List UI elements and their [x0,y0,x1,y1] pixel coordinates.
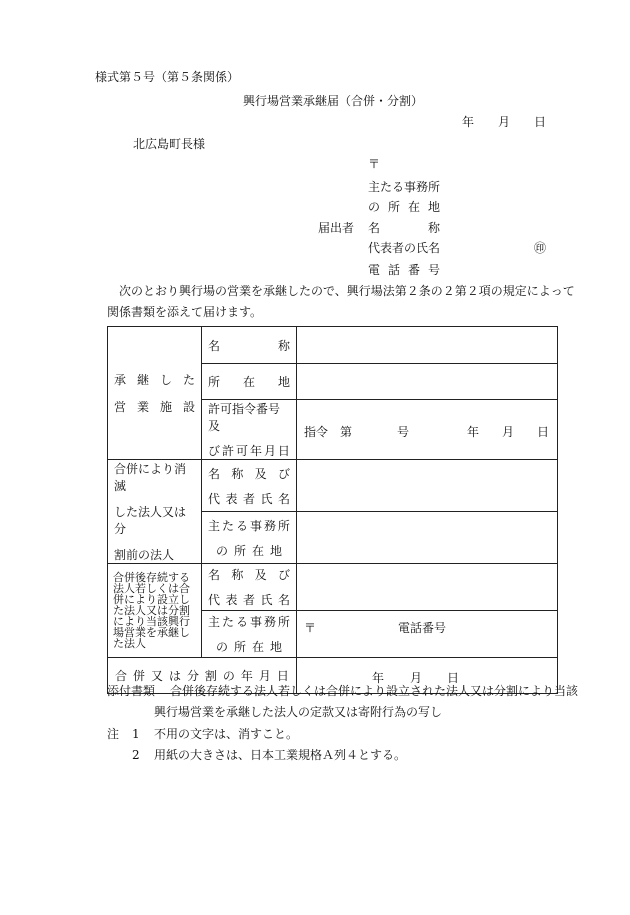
notes-label: 注 [107,727,120,741]
date-day: 日 [533,115,546,129]
applicant-postal-mark: 〒 [368,157,381,171]
merge-month: 月 [410,670,423,685]
date-line [462,115,546,129]
successor-office-field[interactable] [297,611,558,658]
merge-day: 日 [447,670,460,685]
form-title: 興行場営業承継届（合併・分割） [243,94,424,108]
successor-name-rep-label: 名 称 及 び 代 表 者 氏 名 [202,564,297,611]
extinct-corp-label: 合併により消滅 した法人又は分 割前の法人 [108,460,202,564]
body-text-line-2: 関係書類を添えて届けます。 [107,305,263,319]
attachments-label: 添付書類 [107,684,156,698]
extinct-office-field[interactable] [297,512,558,564]
applicant-office-label-2: の 所 在 地 [368,200,440,214]
row-facility-name [108,327,558,364]
date-year: 年 [462,115,475,129]
permit-month: 月 [502,424,515,439]
permit-value-field[interactable] [297,400,558,460]
form-number: 様式第５号（第５条関係） [95,70,240,84]
facility-name-field[interactable] [297,327,558,364]
permit-label-cell: 許可指令番号及 び 許 可 年 月 日 [202,400,297,460]
row-extinct-name [108,460,558,512]
successor-phone-label: 電話番号 [398,621,447,635]
successor-postal-mark: 〒 [304,621,317,635]
attachments-text-2: 興行場営業を承継した法人の定款又は寄附行為の写し [154,705,443,719]
applicant-role: 届出者 [318,221,355,235]
successor-corp-label: 合併後存続する 法人若しくは合 併により設立し た法人又は分割 により当該興行 場営業を承継し た法人 [108,564,202,658]
name-label-cell: 名 称 [202,327,297,364]
applicant-office-label-1: 主たる事務所 [368,180,441,194]
applicant-rep-label: 代表者の氏名 [368,241,441,255]
extinct-name-rep-field[interactable] [297,460,558,512]
facility-label: 承 継 し た 営 業 施 設 [108,327,202,460]
permit-dai: 第 [340,424,353,439]
merge-date-label: 合 併 又 は 分 割 の 年 月 日 [108,658,297,694]
seal-mark: ㊞ [534,241,547,255]
permit-go: 号 [397,424,410,439]
applicant-phone-label: 電 話 番 号 [368,263,440,277]
successor-name-rep-field[interactable] [297,564,558,611]
note-2-number: 2 [132,748,140,762]
facility-location-field[interactable] [297,364,558,400]
extinct-office-label: 主 た る 事 務 所 の 所 在 地 [202,512,297,564]
extinct-name-rep-label: 名 称 及 び 代 表 者 氏 名 [202,460,297,512]
applicant-name-label: 名 称 [368,221,440,235]
date-month: 月 [497,115,510,129]
permit-prefix: 指令 [304,424,329,439]
note-1-text: 不用の文字は、消すこと。 [154,727,299,741]
addressee: 北広島町長様 [133,137,206,151]
permit-year: 年 [467,424,480,439]
note-1-number: 1 [132,727,140,741]
note-2-text: 用紙の大きさは、日本工業規格Ａ列４とする。 [154,748,407,762]
row-successor-name [108,564,558,611]
body-text-line-1: 次のとおり興行場の営業を承継したので、興行場法第２条の２第２項の規定によって [119,284,575,298]
form-table [107,326,558,694]
permit-day: 日 [537,424,550,439]
attachments-text-1: 合併後存続する法人若しくは合併により設立された法人又は分割により当該 [170,684,579,698]
merge-year: 年 [372,670,385,685]
location-label-cell: 所 在 地 [202,364,297,400]
successor-office-label: 主 た る 事 務 所 の 所 在 地 [202,611,297,658]
